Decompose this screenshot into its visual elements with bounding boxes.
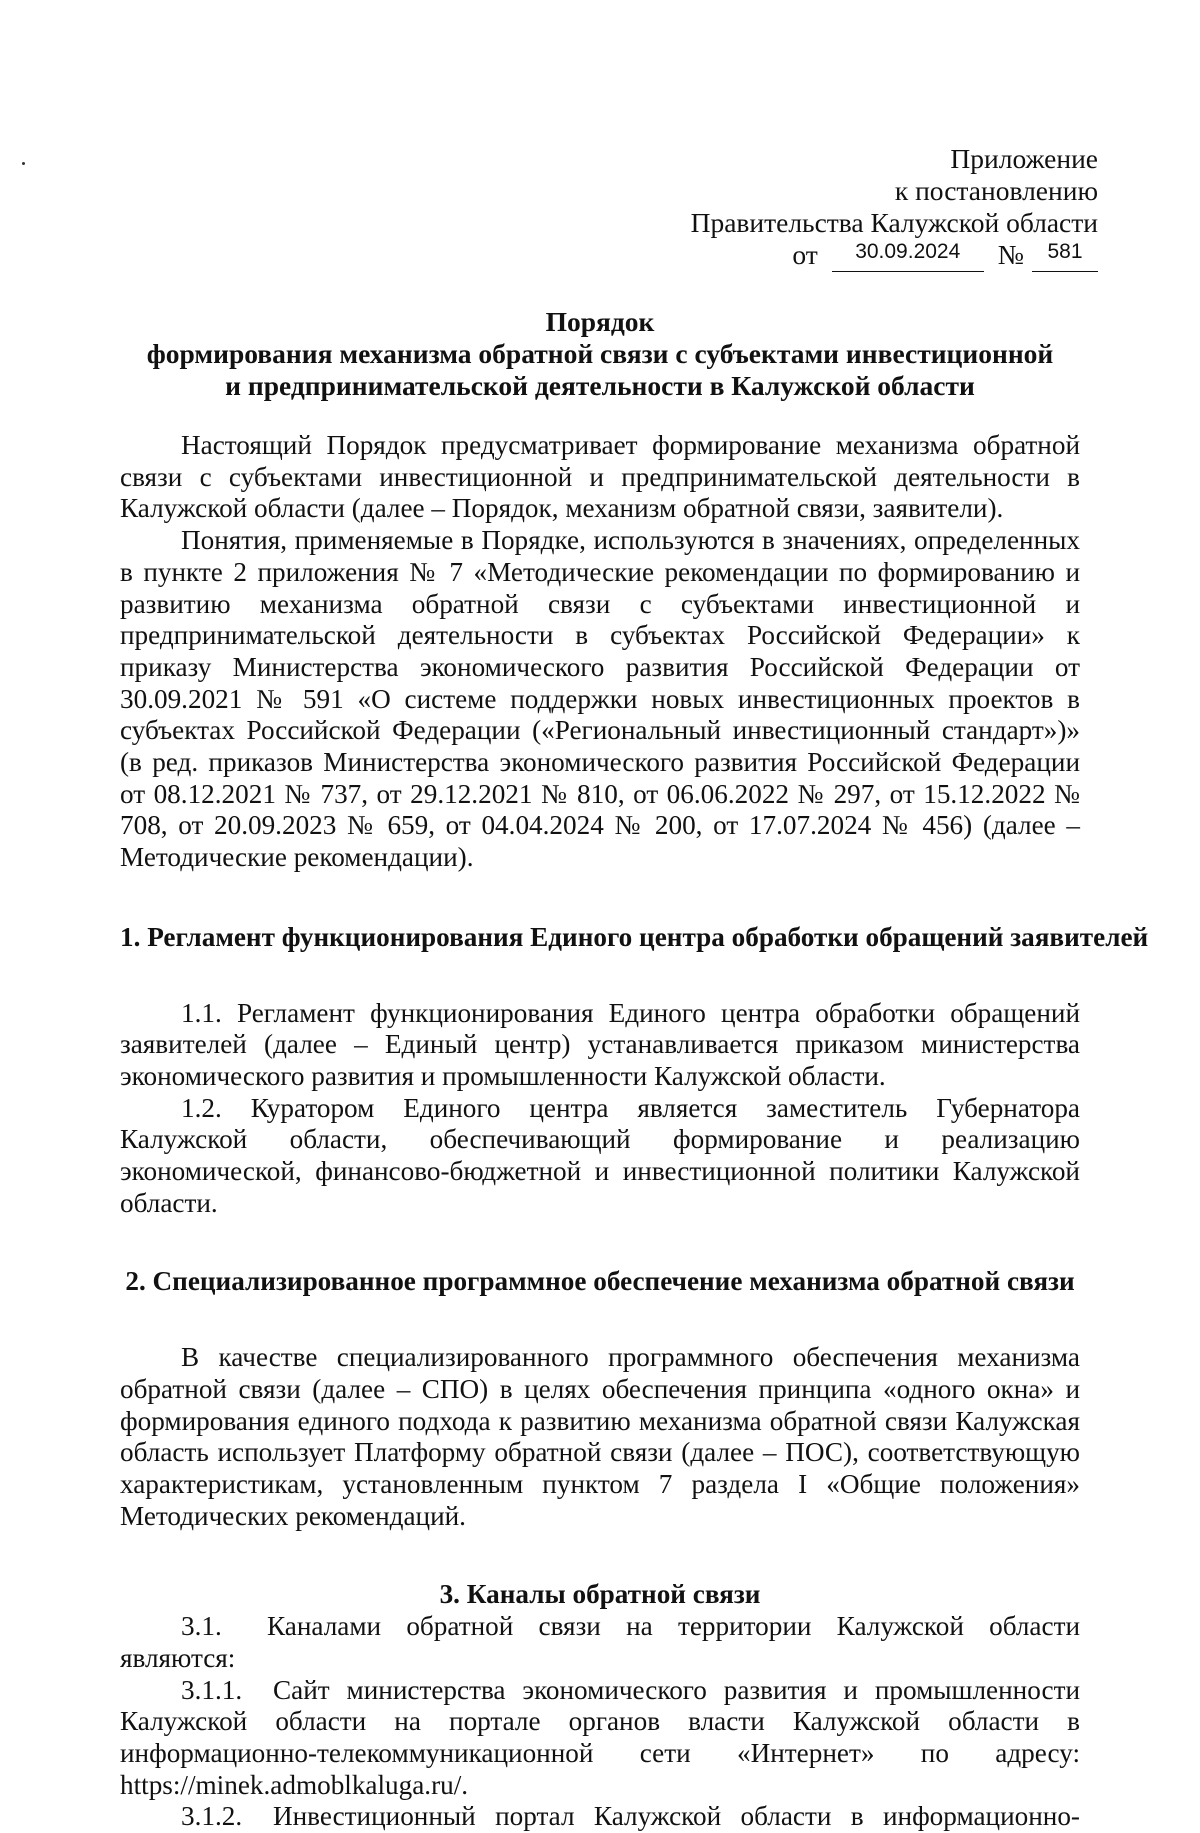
- date-value: 30.09.2024: [855, 240, 961, 263]
- section-2-paragraph-1: В качестве специализированного программного обеспечения механизма обратной связи (далее – СПО) в целях обеспечения принципа «одного окна» и формирования единого подхода к развитию механизма обратной связи Калужская область использует Платформу обратной связи (далее – ПОС), соответствующую характеристикам, установленным пунктом 7 раздела I «Общие положения» Методических рекомендаций.: [120, 1342, 1080, 1531]
- number-field: [1032, 242, 1098, 272]
- date-prefix: от: [792, 239, 818, 270]
- section-2-heading: 2. Специализированное программное обеспечение механизма обратной связи: [125, 1266, 1075, 1297]
- intro-paragraph-2: Понятия, применяемые в Порядке, используются в значениях, определенных в пункте 2 приложения № 7 «Методические рекомендации по формированию и развитию механизма обратной связи с субъектами инвестиционной и предпринимательской деятельности в субъектах Российской Федерации» к приказу Министерства экономического развития Российской Федерации от 30.09.2021 № 591 «О системе поддержки новых инвестиционных проектов в субъектах Российской Федерации («Региональный инвестиционный стандарт»)» (в ред. приказов Министерства экономического развития Российской Федерации от 08.12.2021 № 737, от 29.12.2021 № 810, от 06.06.2022 № 297, от 15.12.2022 № 708, от 20.09.2023 № 659, от 04.04.2024 № 200, от 17.07.2024 № 456) (далее – Методические рекомендации).: [120, 525, 1080, 873]
- item-number: 3.1.2.: [181, 1801, 243, 1832]
- section-1-heading: 1. Регламент функционирования Единого центра обработки обращений заявителей: [120, 921, 1149, 952]
- item-text: Каналами обратной связи на территории Калужской области являются:: [120, 1611, 1080, 1673]
- number-sign: №: [997, 239, 1024, 270]
- section-3-heading: 3. Каналы обратной связи: [439, 1579, 761, 1610]
- scan-speck: [22, 162, 25, 165]
- document-title: [120, 306, 1080, 402]
- header-date-line: [578, 239, 1098, 272]
- section-1-paragraph-2: 1.2. Куратором Единого центра является заместитель Губернатора Калужской области, обеспечивающий формирование и реализацию экономической, финансово-бюджетной и инвестиционной политики Калужской области.: [120, 1092, 1080, 1218]
- header-appendix-label: Приложение: [950, 143, 1098, 174]
- document-body: [120, 430, 1149, 1833]
- item-number: 3.1.: [181, 1611, 222, 1642]
- appendix-header: [578, 143, 1098, 272]
- date-field: [832, 242, 984, 272]
- item-number: 3.1.1.: [181, 1674, 243, 1705]
- header-resolution-label: к постановлению: [894, 175, 1098, 206]
- item-text: Сайт министерства экономического развития и промышленности Калужской области на портале органов власти Калужской области в информационно-телекоммуникационной сети «Интернет» по адресу: https://minek.admoblkaluga.ru/.: [120, 1674, 1080, 1800]
- title-line-1: Порядок: [545, 306, 655, 337]
- intro-paragraph-1: Настоящий Порядок предусматривает формирование механизма обратной связи с субъектами инвестиционной и предпринимательской деятельности в Калужской области (далее – Порядок, механизм обратной связи, заявители).: [120, 430, 1080, 524]
- section-1-paragraph-1: 1.1. Регламент функционирования Единого центра обработки обращений заявителей (далее – Единый центр) устанавливается приказом министерства экономического развития и промышленности Калужской области.: [120, 997, 1080, 1091]
- number-value: 581: [1047, 240, 1083, 263]
- header-government-label: Правительства Калужской области: [690, 207, 1098, 238]
- section-3-item-1: [120, 1611, 1080, 1674]
- section-3-item-2: [120, 1675, 1080, 1802]
- title-line-3: и предпринимательской деятельности в Калужской области: [225, 370, 975, 401]
- section-3-item-3: [120, 1801, 1080, 1833]
- item-text: Инвестиционный портал Калужской области в информационно-: [273, 1801, 1080, 1832]
- title-line-2: формирования механизма обратной связи с субъектами инвестиционной: [146, 338, 1054, 369]
